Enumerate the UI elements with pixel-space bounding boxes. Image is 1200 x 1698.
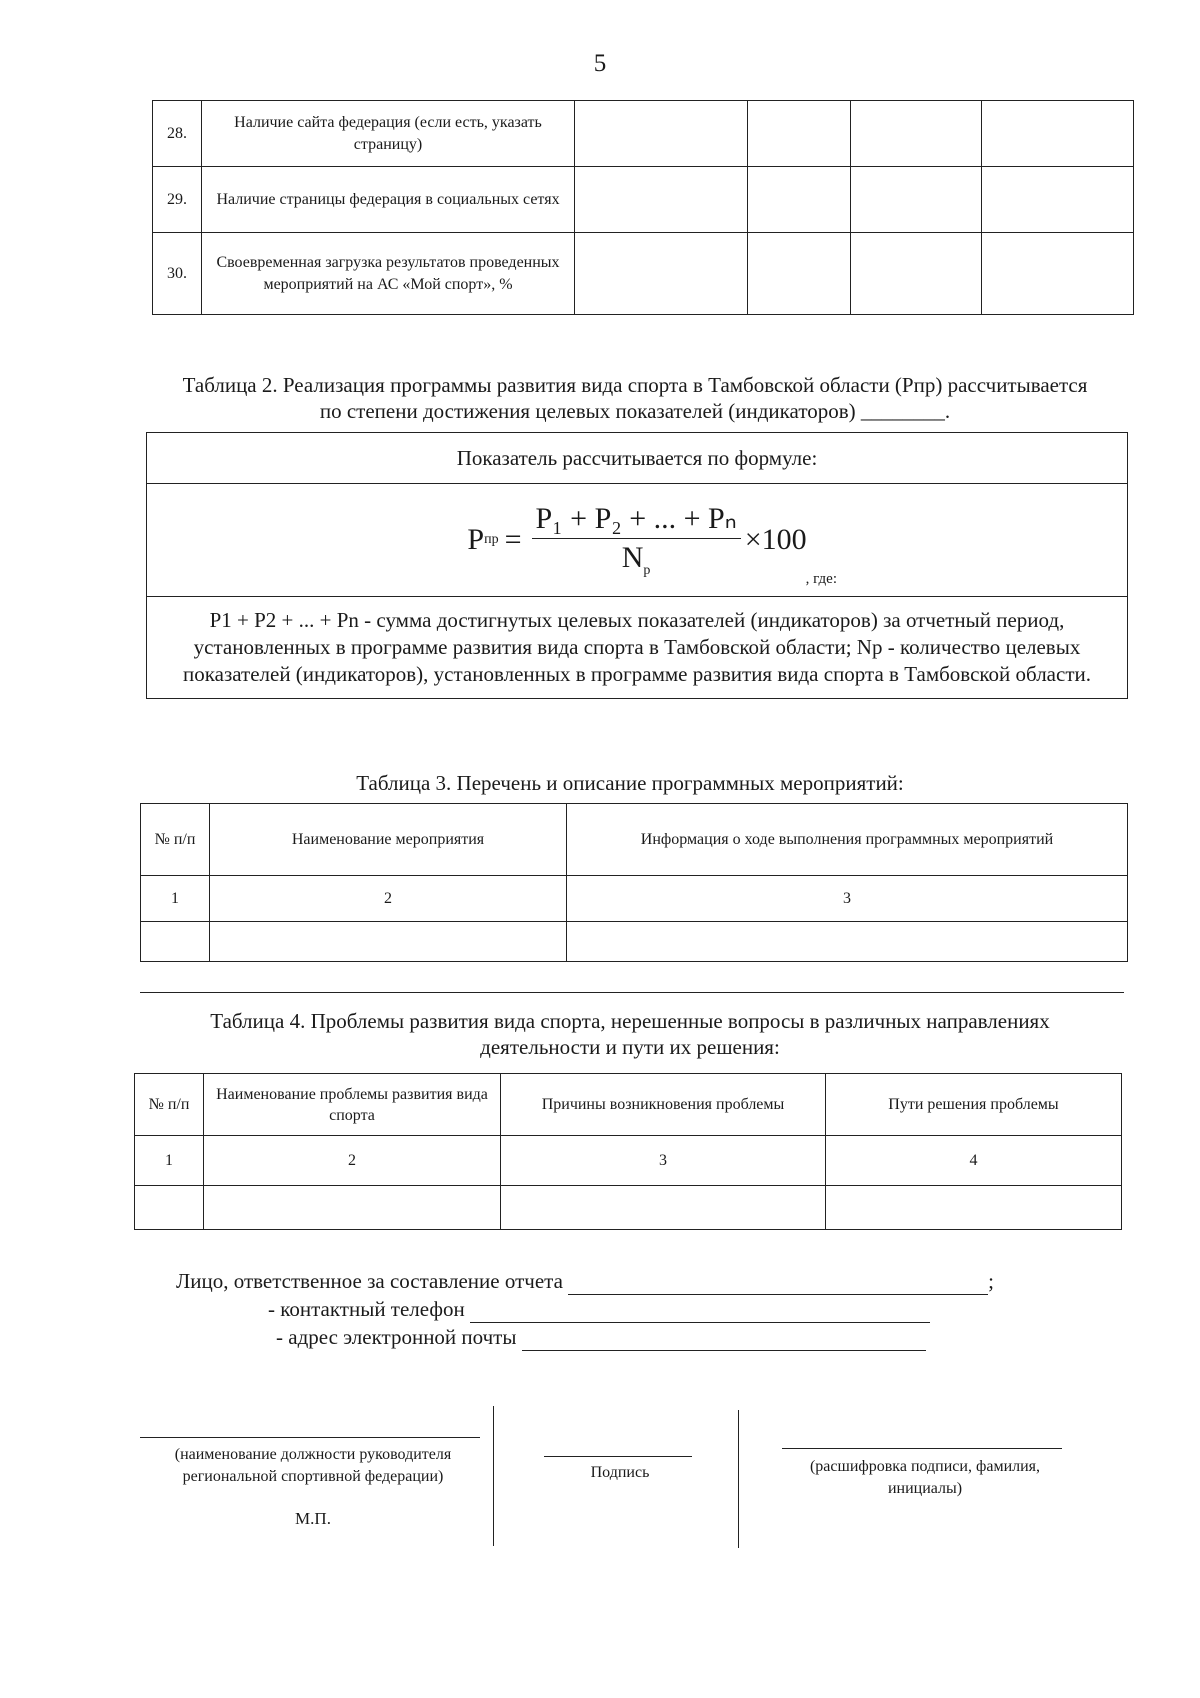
table-row — [141, 922, 1128, 962]
table-row — [141, 876, 1128, 922]
row-number: 29. — [153, 167, 202, 233]
indicators-table — [152, 100, 1134, 315]
value-cell[interactable] — [575, 167, 748, 233]
formula-lhs: Р — [467, 523, 485, 556]
value-cell[interactable] — [575, 101, 748, 167]
column-index: 3 — [567, 876, 1128, 922]
entry-cell[interactable] — [204, 1186, 501, 1230]
value-cell[interactable] — [982, 167, 1134, 233]
phone-field[interactable] — [470, 1302, 930, 1323]
column-header: Причины возникновения проблемы — [501, 1074, 826, 1136]
table-row — [135, 1186, 1122, 1230]
table-row — [153, 167, 1134, 233]
column-index: 1 — [141, 876, 210, 922]
value-cell[interactable] — [982, 233, 1134, 315]
column-index: 2 — [204, 1136, 501, 1186]
row-number: 30. — [153, 233, 202, 315]
column-header: Информация о ходе выполнения программных мероприятий — [567, 804, 1128, 876]
responsible-line — [176, 1268, 1076, 1295]
formula-denominator: N — [621, 541, 644, 574]
entry-cell[interactable] — [567, 922, 1128, 962]
position-line — [140, 1437, 480, 1438]
formula-table — [146, 432, 1128, 699]
formula-cell — [147, 484, 1128, 597]
value-cell[interactable] — [851, 233, 982, 315]
entry-cell[interactable] — [135, 1186, 204, 1230]
column-index: 1 — [135, 1136, 204, 1186]
table-row — [135, 1136, 1122, 1186]
column-index: 3 — [501, 1136, 826, 1186]
formula-header: Показатель рассчитывается по формуле: — [147, 433, 1128, 484]
formula — [467, 501, 806, 579]
value-cell[interactable] — [575, 233, 748, 315]
column-index: 2 — [210, 876, 567, 922]
formula-fraction — [532, 501, 741, 579]
events-table — [140, 803, 1128, 962]
email-line — [276, 1324, 1076, 1351]
responsible-label: Лицо, ответственное за составление отчета — [176, 1269, 563, 1293]
table4-caption: Таблица 4. Проблемы развития вида спорта, нерешенные вопросы в различных направлениях деятельности и пути их решения: — [210, 1009, 1050, 1059]
table3-caption: Таблица 3. Перечень и описание программных мероприятий: — [356, 771, 904, 795]
value-cell[interactable] — [748, 167, 851, 233]
entry-cell[interactable] — [210, 922, 567, 962]
signature-caption: Подпись — [590, 1464, 650, 1481]
formula-lhs-sub: пр — [484, 532, 499, 547]
row-number: 28. — [153, 101, 202, 167]
entry-cell[interactable] — [501, 1186, 826, 1230]
row-text: Своевременная загрузка результатов проведенных мероприятий на АС «Мой спорт», % — [202, 233, 575, 315]
email-label: - адрес электронной почты — [276, 1325, 517, 1349]
value-cell[interactable] — [748, 233, 851, 315]
problems-table — [134, 1073, 1122, 1230]
formula-numerator: Р₁ + Р₂ + ... + Рₙ — [532, 501, 741, 539]
column-header: Наименование мероприятия — [210, 804, 567, 876]
column-header: Пути решения проблемы — [826, 1074, 1122, 1136]
table-header-row — [135, 1074, 1122, 1136]
column-index: 4 — [826, 1136, 1122, 1186]
signature-divider — [493, 1406, 494, 1546]
phone-line — [268, 1296, 1068, 1323]
signature-line[interactable] — [544, 1456, 692, 1457]
column-header: № п/п — [135, 1074, 204, 1136]
entry-cell[interactable] — [141, 922, 210, 962]
signature-divider — [738, 1410, 739, 1548]
value-cell[interactable] — [982, 101, 1134, 167]
table2-caption: Таблица 2. Реализация программы развития вида спорта в Тамбовской области (Рпр) рассчитывается по степени достижения целевых показателей (индикаторов) ________. — [182, 373, 1088, 423]
formula-where: , где: — [805, 571, 837, 587]
formula-description: Р1 + Р2 + ... + Рn - сумма достигнутых целевых показателей (индикаторов) за отчетный период, установленных в программе развития вида спорта в Тамбовской области; Nр - количество целевых показателей (индикаторов), установленных в программе развития вида спорта в Тамбовской области. — [147, 597, 1128, 699]
stamp-label: М.П. — [295, 1509, 331, 1528]
email-field[interactable] — [522, 1330, 926, 1351]
column-header: Наименование проблемы развития вида спорта — [204, 1074, 501, 1136]
table-row — [153, 233, 1134, 315]
table-header-row — [141, 804, 1128, 876]
responsible-name-field[interactable] — [568, 1274, 988, 1295]
decoding-caption: (расшифровка подписи, фамилия, инициалы) — [809, 1458, 1041, 1497]
table-row — [153, 101, 1134, 167]
responsible-line-end: ; — [988, 1269, 994, 1293]
phone-label: - контактный телефон — [268, 1297, 465, 1321]
decoding-line[interactable] — [782, 1448, 1062, 1449]
value-cell[interactable] — [851, 167, 982, 233]
position-caption: (наименование должности руководителя региональной спортивной федерации) — [174, 1446, 452, 1485]
formula-times: ×100 — [744, 523, 807, 556]
value-cell[interactable] — [851, 101, 982, 167]
divider — [140, 992, 1124, 993]
formula-eq: = — [504, 523, 522, 556]
page-number: 5 — [593, 50, 607, 77]
formula-denominator-sub: р — [643, 563, 651, 578]
column-header: № п/п — [141, 804, 210, 876]
value-cell[interactable] — [748, 101, 851, 167]
row-text: Наличие страницы федерация в социальных сетях — [202, 167, 575, 233]
entry-cell[interactable] — [826, 1186, 1122, 1230]
row-text: Наличие сайта федерация (если есть, указать страницу) — [202, 101, 575, 167]
